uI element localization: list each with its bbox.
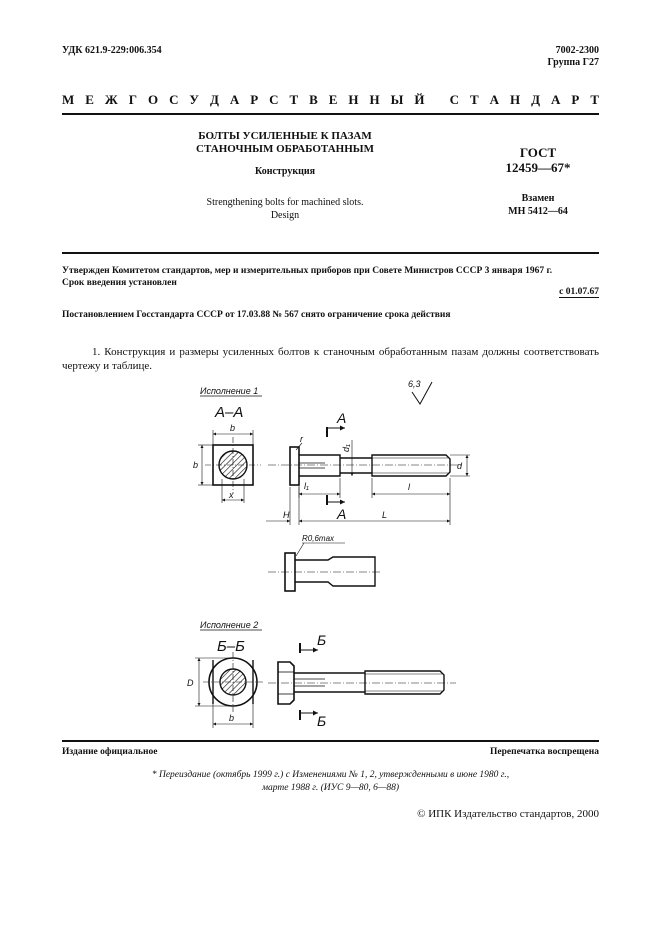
radius-note: R0,6max: [302, 534, 335, 543]
reprint-note: [62, 769, 599, 795]
dim-r: r: [300, 434, 303, 444]
title-line-2: СТАНОЧНЫМ ОБРАБОТАННЫМ: [196, 143, 374, 155]
roughness-value: 6,3: [408, 379, 421, 389]
banner-letter: У: [189, 92, 199, 107]
banner-letter: Д: [531, 92, 541, 107]
section-aa-view: [193, 423, 261, 503]
english-title-line-2: Design: [270, 210, 300, 221]
banner-letter: Н: [510, 92, 521, 107]
dim-b-top: b: [230, 423, 236, 433]
title-line-1: БОЛТЫ УСИЛЕННЫЕ К ПАЗАМ: [198, 130, 372, 142]
bolt-version-2-side-view: [268, 632, 456, 729]
dim-D: D: [187, 678, 194, 688]
banner-letter: Й: [414, 92, 425, 107]
official-edition: Издание официальное: [62, 747, 158, 757]
banner-letter: Т: [289, 92, 299, 107]
banner-letter: Р: [571, 92, 580, 107]
section-aa-label: А–А: [215, 404, 244, 421]
banner-letter: Р: [250, 92, 259, 107]
gost-number: 12459—67*: [505, 160, 571, 175]
dim-L: L: [382, 510, 388, 520]
gost-label: ГОСТ: [519, 145, 557, 160]
version-1-label: Исполнение 1: [200, 386, 259, 396]
english-title-line-1: Strengthening bolts for machined slots.: [206, 197, 364, 208]
section-mark-b-top: Б: [317, 632, 327, 648]
reprint-forbidden: Перепечатка воспрещена: [489, 747, 599, 757]
banner-letter: В: [309, 92, 318, 107]
section-bb-label: Б–Б: [217, 638, 245, 655]
banner-letter: А: [551, 92, 561, 107]
dim-l1: l₁: [304, 481, 309, 491]
dim-b-bottom: b: [229, 713, 235, 723]
dim-H: H: [283, 510, 290, 520]
group-code: Группа Г27: [547, 57, 599, 68]
banner-letter: Д: [209, 92, 219, 107]
bolt-version-1-side-view: [266, 410, 470, 525]
replaces-label: Взамен: [521, 193, 555, 204]
section-mark-a-top: А: [337, 410, 347, 426]
replaces-value: МН 5412—64: [508, 206, 568, 217]
banner-letter: С: [169, 92, 179, 107]
approval-line-1: Утвержден Комитетом стандартов, мер и измерительных приборов при Совете Министров СССР 3 января 1967 г.: [62, 266, 553, 276]
banner-letter: Н: [369, 92, 380, 107]
reprint-note-line-1: * Переиздание (октябрь 1999 г.) с Изменениями № 1, 2, утвержденными в июне 1980 г.,: [151, 770, 510, 780]
banner-letter: Е: [85, 92, 94, 107]
banner-letter: Н: [348, 92, 359, 107]
banner-letter: Ы: [390, 92, 404, 107]
dim-d: d: [457, 461, 463, 471]
standard-code: 7002-2300: [555, 45, 599, 56]
banner-letter: А: [489, 92, 500, 107]
section-mark-b-bottom: Б: [317, 713, 327, 729]
dim-l: l: [408, 482, 410, 492]
banner-letter: Т: [590, 92, 599, 107]
banner-letter: О: [147, 92, 159, 107]
banner-letter: Т: [470, 92, 479, 107]
version-2-label: Исполнение 2: [200, 620, 259, 630]
dim-b-left: b: [193, 460, 199, 470]
reprint-note-line-2: марте 1988 г. (ИУС 9—80, 6—88): [261, 783, 400, 793]
bottom-rule: [62, 740, 599, 742]
banner-letter: Г: [128, 92, 137, 107]
banner-letter: Ж: [104, 92, 118, 107]
body-paragraph: 1. Конструкция и размеры усиленных болтов к станочным обработанным пазам должны соответствовать чертежу и таблице.: [62, 346, 599, 372]
effective-date: с 01.07.67: [559, 287, 599, 297]
subtitle: Конструкция: [254, 166, 316, 177]
bolt-neck-detail-view: [268, 534, 380, 591]
banner-letter: М: [62, 92, 75, 107]
decree-text: Постановлением Госстандарта СССР от 17.03.88 № 567 снято ограничение срока действия: [62, 310, 451, 320]
banner-letter: С: [449, 92, 460, 107]
copyright: © ИПК Издательство стандартов, 2000: [417, 808, 599, 820]
udc-code: УДК 621.9-229:006.354: [62, 45, 162, 56]
dim-d1: d₁: [341, 444, 351, 452]
banner-letter: С: [269, 92, 279, 107]
dim-x: x: [229, 490, 234, 500]
approval-line-2: Срок введения установлен: [62, 278, 177, 288]
banner-letter: А: [229, 92, 240, 107]
banner-letter: Е: [328, 92, 338, 107]
section-bb-view: [187, 652, 263, 728]
section-mark-a-bottom: А: [337, 506, 347, 522]
